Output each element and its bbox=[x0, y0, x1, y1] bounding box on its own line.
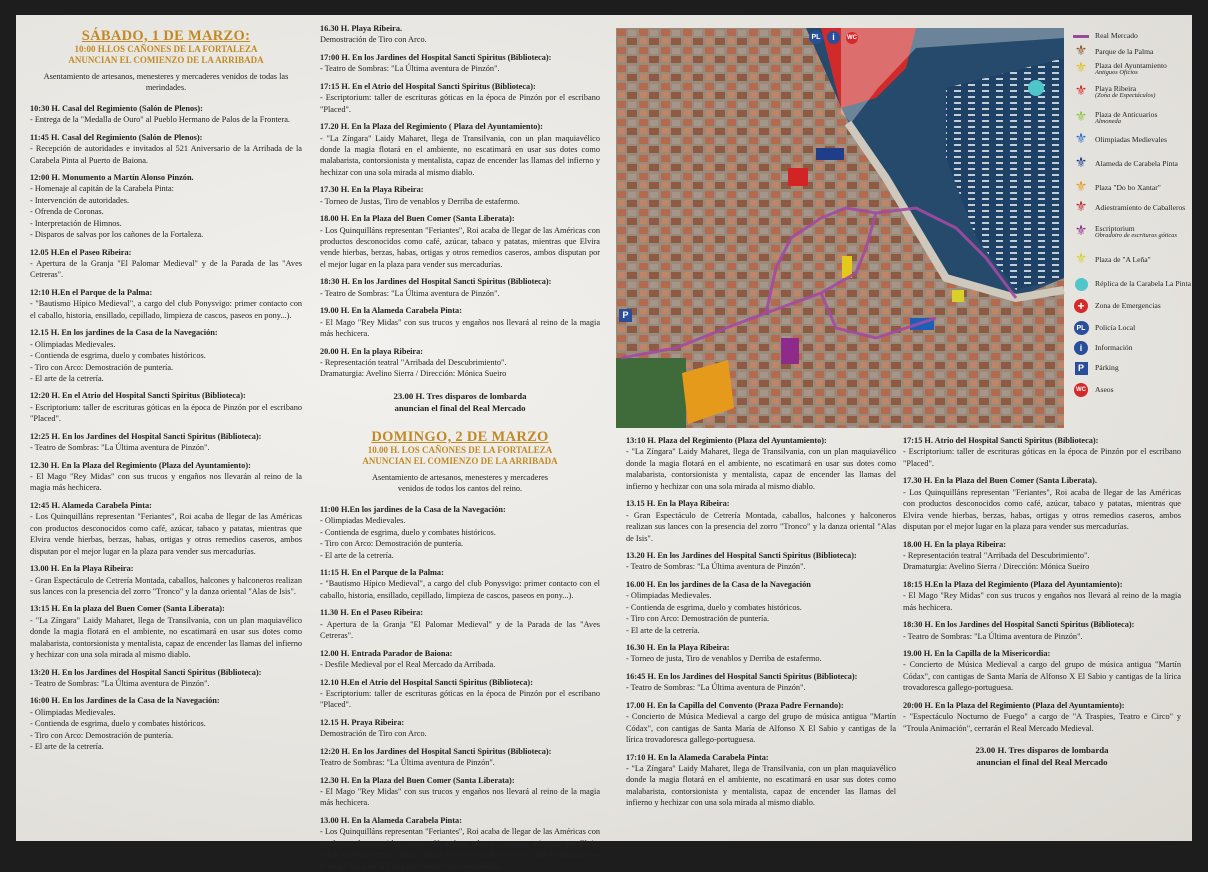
event-detail: - Contienda de esgrima, duelo y combates históricos. bbox=[320, 527, 496, 537]
saturday-events-part-1 bbox=[30, 103, 302, 753]
event-detail: Dramaturgia: Avelino Sierra / Dirección: Mónica Sueiro bbox=[320, 369, 507, 379]
schedule-event bbox=[30, 603, 302, 660]
sunday-column-4 bbox=[903, 435, 1181, 835]
event-time-place: 18.00 H. En la playa Ribeira: bbox=[903, 539, 1007, 549]
legend-label bbox=[1095, 160, 1178, 168]
legend-label-text: Aseos bbox=[1095, 385, 1114, 395]
event-time-place: 17.30 H. En la Playa Ribeira: bbox=[320, 185, 424, 195]
event-time-place: 19.00 H. En la Capilla de la Misericordia: bbox=[903, 649, 1051, 658]
legend-sublabel: Almoneda bbox=[1095, 117, 1121, 125]
event-time-place: 18.00 H. En la Plaza del Buen Comer (Santa Liberata): bbox=[320, 214, 515, 224]
event-time-place: 12:25 H. En los Jardines del Hospital Sancti Spiritus (Biblioteca): bbox=[30, 431, 262, 441]
legend-label bbox=[1095, 184, 1161, 192]
schedule-event bbox=[320, 567, 600, 601]
event-time-place: 16:45 H. En los Jardines del Hospital Sancti Spiritus (Biblioteca): bbox=[626, 671, 858, 681]
event-time-place: 19.00 H. En la Alameda Carabela Pinta: bbox=[320, 306, 462, 316]
legend-item bbox=[1073, 61, 1167, 77]
legend-item bbox=[1073, 44, 1153, 60]
legend-item bbox=[1073, 110, 1157, 126]
event-detail: - Escriptorium: taller de escrituras góticas en la época de Pinzón por el escribano "Placed". bbox=[320, 93, 600, 114]
map-parking-marker[interactable]: P bbox=[619, 309, 632, 322]
event-time-place: 12.05 H.En el Paseo Ribeira: bbox=[30, 247, 132, 257]
legend-label-text: Plaza de Anticuarios bbox=[1095, 109, 1158, 119]
legend-label bbox=[1095, 85, 1155, 100]
sunday-events-part-3 bbox=[903, 435, 1181, 734]
schedule-event bbox=[903, 648, 1181, 694]
schedule-event bbox=[626, 642, 896, 665]
schedule-event bbox=[903, 475, 1181, 532]
saturday-sunday-column bbox=[320, 23, 600, 871]
legend-item bbox=[1073, 320, 1135, 336]
event-detail: - Contienda de esgrima, duelo y combates históricos. bbox=[30, 351, 206, 361]
event-detail: - Interpretación de Himnos. bbox=[30, 218, 122, 228]
schedule-event bbox=[320, 677, 600, 711]
fleur-de-lis-icon: ⚜ bbox=[1074, 252, 1088, 267]
event-detail: - Teatro de Sombras: "La Última aventura de Pinzón". bbox=[320, 288, 500, 298]
legend-label-text: Zona de Emergencias bbox=[1095, 301, 1161, 311]
circle-icon bbox=[1073, 276, 1089, 292]
event-detail: - Los Quinquilláns representan "Feriantes", Roi acaba de llegar de las Américas con productos desconocidos como café, azúcar, tabaco y patatas, mientras que Elvira vende hierbas, berzas, habas, ortigas y otros remedios caseros, ambos disputan por el mejor lugar en la plaza para vender sus mercadurías. bbox=[320, 225, 600, 269]
legend-item bbox=[1073, 180, 1161, 196]
schedule-event bbox=[320, 775, 600, 809]
sunday-closing-line-1: 23.00 H. Tres disparos de lombarda bbox=[975, 745, 1109, 756]
legend-label-text: Plaza "Do bo Xantar" bbox=[1095, 183, 1161, 193]
schedule-event bbox=[626, 700, 896, 746]
event-detail: - El Mago "Rey Midas" con sus trucos y engaños nos llevará al reino de la magia más hechicera. bbox=[320, 787, 600, 808]
legend-label-text: Real Mercado bbox=[1095, 31, 1138, 41]
schedule-event bbox=[30, 431, 302, 454]
event-time-place: 16:00 H. En los Jardines de la Casa de la Navegación: bbox=[30, 696, 220, 706]
event-detail: - El arte de la cetrería. bbox=[320, 550, 394, 560]
event-detail: Demostración de Tiro con Arco. bbox=[320, 35, 427, 45]
event-detail: - El Mago "Rey Midas" con sus trucos y engaños nos llevará al reino de la magia más hechicera. bbox=[903, 591, 1181, 612]
legend-label bbox=[1095, 136, 1167, 144]
event-detail: - Recepción de autoridades e invitados al 521 Aniversario de la Arribada de la Carabela Pinta al Puerto de Baiona. bbox=[30, 144, 302, 165]
event-time-place: 10:30 H. Casal del Regimiento (Salón de Plenos): bbox=[30, 103, 203, 113]
event-time-place: 16.30 H. Playa Ribeira. bbox=[320, 24, 403, 33]
legend-item bbox=[1073, 200, 1185, 216]
event-time-place: 16.00 H. En los jardines de la Casa de la Navegación bbox=[626, 579, 811, 589]
schedule-event bbox=[626, 579, 896, 636]
event-detail: - Apertura de la Granja "El Palomar Medieval" y de la Parada de las "Aves Cetreras". bbox=[320, 619, 600, 641]
legend-label bbox=[1095, 256, 1151, 264]
schedule-event bbox=[903, 619, 1181, 642]
legend-label-text: Playa Ribeira bbox=[1095, 83, 1137, 93]
sunday-events-part-2 bbox=[626, 435, 896, 809]
police-icon: PL bbox=[1073, 320, 1089, 336]
event-time-place: 13.20 H. En los Jardines del Hospital Sancti Spiritus (Biblioteca): bbox=[626, 550, 857, 560]
program-sheet bbox=[16, 15, 1192, 871]
schedule-event bbox=[320, 346, 600, 380]
event-time-place: 12.30 H. En la Plaza del Buen Comer (Santa Liberata): bbox=[320, 775, 515, 785]
schedule-event bbox=[903, 700, 1181, 734]
event-time-place: 13:10 H. Plaza del Regimiento (Plaza del Ayuntamiento): bbox=[626, 436, 827, 445]
event-detail: - Teatro de Sombras: "La Última aventura de Pinzón". bbox=[903, 631, 1083, 641]
event-detail: - Olimpiadas Medievales. bbox=[30, 339, 116, 349]
map-legend bbox=[1073, 28, 1191, 428]
schedule-event bbox=[626, 550, 896, 573]
event-time-place: 17.20 H. En la Plaza del Regimiento ( Plaza del Ayuntamiento): bbox=[320, 122, 543, 132]
event-time-place: 17:15 H. Atrio del Hospital Sancti Spiritus (Biblioteca): bbox=[903, 436, 1099, 445]
event-detail: - "La Zíngara" Laidy Maharet, llega de Transilvania, con un plan maquiavélico donde la magia flotará en el ambiente, no escatimará en usar sus dotes como malabarista, contorsionista y mentalista, capaz de encender las llamas del infierno y hechizar con una sola mirada al mismo diablo. bbox=[320, 133, 600, 177]
event-detail: - "Bautismo Hípico Medieval", a cargo del club Ponysvigo: primer contacto con el caballo, historia, ensillado, cepillado, limpieza de cascos, paseos en pony...). bbox=[320, 579, 600, 600]
fleur-de-lis-icon: ⚜ bbox=[1074, 156, 1088, 171]
event-detail: - Gran Espectáculo de Cetrería Montada, caballos, halcones y halconeros realizan sus lances con la presencia del zorro "Tronco" y la danza oriental "Alas de Isis". bbox=[30, 575, 302, 596]
event-detail: - Teatro de Sombras: "La Última aventura de Pinzón". bbox=[626, 683, 806, 693]
legend-label-text: Información bbox=[1095, 343, 1133, 353]
legend-label-text: Adiestramiento de Caballeros bbox=[1095, 203, 1186, 213]
event-detail: - Ofrenda de Coronas. bbox=[30, 207, 104, 217]
event-detail: Dramaturgia: Avelino Sierra / Dirección: Mónica Sueiro bbox=[903, 562, 1090, 572]
saturday-subtitle-2: ANUNCIAN EL COMIENZO DE LA ARRIBADA bbox=[68, 54, 264, 65]
schedule-event bbox=[320, 121, 600, 178]
saturday-column bbox=[30, 29, 302, 835]
event-detail: - El Mago "Rey Midas" con sus trucos y engaños nos llevará al reino de la magia más hechicera. bbox=[320, 317, 600, 339]
event-time-place: 17.30 H. En la Plaza del Buen Comer (Santa Liberata). bbox=[903, 476, 1097, 486]
event-detail: - Teatro de Sombras: "La Última aventura de Pinzón". bbox=[30, 443, 210, 453]
legend-label bbox=[1095, 225, 1177, 240]
legend-sublabel: (Zona de Espectáculos) bbox=[1095, 91, 1156, 99]
schedule-event bbox=[626, 671, 896, 694]
schedule-event bbox=[320, 213, 600, 270]
legend-label-text: Plaza de "A Leña" bbox=[1095, 255, 1151, 265]
schedule-event bbox=[30, 390, 302, 424]
event-time-place: 18:30 H. En los Jardines del Hospital Sancti Spiritus (Biblioteca): bbox=[903, 620, 1135, 630]
legend-label-text: Policía Local bbox=[1095, 323, 1136, 333]
legend-label bbox=[1095, 364, 1119, 372]
info-icon: i bbox=[1073, 340, 1089, 356]
legend-label bbox=[1095, 280, 1191, 288]
sunday-events-part-1 bbox=[320, 504, 600, 872]
event-time-place: 16.30 H. En la Playa Ribeira: bbox=[626, 643, 730, 652]
event-detail: - Representación teatral "Arribada del Descubrimiento". bbox=[320, 357, 507, 367]
schedule-event bbox=[320, 184, 600, 207]
event-time-place: 12.00 H. Entrada Parador de Baiona: bbox=[320, 648, 453, 658]
schedule-event bbox=[320, 504, 600, 561]
event-detail: - Teatro de Sombras: "La Última aventura de Pinzón". bbox=[30, 679, 210, 689]
legend-label-text: Escriptorium bbox=[1095, 223, 1135, 233]
event-time-place: 17:00 H. En los Jardines del Hospital Sancti Spiritus (Biblioteca): bbox=[320, 52, 552, 62]
event-detail: - Homenaje al capitán de la Carabela Pinta: bbox=[30, 184, 174, 194]
saturday-closing bbox=[320, 390, 600, 414]
event-time-place: 11:45 H. Casal del Regimiento (Salón de Plenos): bbox=[30, 132, 203, 142]
legend-label bbox=[1095, 204, 1185, 212]
event-time-place: 12.10 H.En el Atrio del Hospital Sancti Spiritus (Biblioteca): bbox=[320, 677, 533, 687]
sunday-closing bbox=[903, 744, 1181, 768]
sunday-intro: Asentamiento de artesanos, menesteres y mercaderes venidos de todos los cantos del reino. bbox=[371, 472, 548, 494]
event-detail: - Teatro de Sombras: "La Última aventura de Pinzón". bbox=[626, 562, 806, 572]
sunday-subtitle-2: ANUNCIAN EL COMIENZO DE LA ARRIBADA bbox=[362, 455, 558, 466]
fleur-de-lis-icon: ⚜ bbox=[1074, 132, 1088, 147]
schedule-event bbox=[30, 563, 302, 597]
event-detail: - Escriptorium: taller de escrituras góticas en la época de Pinzón por el escribano "Placed". bbox=[903, 447, 1181, 468]
schedule-event bbox=[320, 746, 600, 769]
legend-label bbox=[1095, 324, 1135, 332]
fleur-de-lis-icon: ⚜ bbox=[1074, 110, 1088, 125]
event-detail: - Teatro de Sombras: "La Última aventura de Pinzón". bbox=[320, 64, 500, 74]
schedule-event bbox=[626, 752, 896, 809]
event-detail: - El arte de la cetrería. bbox=[30, 373, 104, 383]
schedule-event bbox=[320, 23, 600, 46]
sunday-subtitle-1: 10.00 H. LOS CAÑONES DE LA FORTALEZA bbox=[367, 445, 553, 456]
event-time-place: 17.00 H. En la Capilla del Convento (Praza Padre Fernando): bbox=[626, 700, 844, 710]
schedule-event bbox=[30, 287, 302, 321]
event-detail: - "Bautismo Hípico Medieval", a cargo del club Ponysvigo: primer contacto con el caballo, historia, ensillado, cepillado, limpieza de cascos, paseos en pony...). bbox=[30, 299, 302, 320]
event-time-place: 17:15 H. En el Atrio del Hospital Sancti Spiritus (Biblioteca): bbox=[320, 81, 536, 91]
schedule-event bbox=[320, 648, 600, 671]
schedule-event bbox=[626, 435, 896, 492]
schedule-event bbox=[30, 460, 302, 494]
fleur-de-lis-icon: ⚜ bbox=[1074, 224, 1088, 239]
event-time-place: 11.30 H. En el Paseo Ribeira: bbox=[320, 608, 424, 618]
event-time-place: 13.15 H. En la Playa Ribeira: bbox=[626, 499, 730, 509]
event-detail: Demostración de Tiro con Arco. bbox=[320, 729, 427, 739]
event-detail: - Intervención de autoridades. bbox=[30, 195, 130, 205]
schedule-event bbox=[320, 81, 600, 115]
schedule-event bbox=[320, 52, 600, 75]
legend-label-text: Olimpiadas Medievales bbox=[1095, 135, 1167, 145]
event-detail: - Desfile Medieval por el Real Mercado da Arribada. bbox=[320, 660, 496, 670]
schedule-event bbox=[320, 815, 600, 872]
route-line bbox=[1073, 28, 1089, 44]
event-time-place: 20:00 H. En la Plaza del Regimiento (Plaza del Ayuntamiento): bbox=[903, 700, 1125, 710]
legend-item bbox=[1073, 298, 1161, 314]
event-detail: - Representación teatral "Arribada del Descubrimiento". bbox=[903, 550, 1090, 560]
event-time-place: 12:10 H.En el Parque de la Palma: bbox=[30, 287, 153, 297]
legend-label-text: Párking bbox=[1095, 363, 1119, 373]
event-time-place: 12:45 H. Alameda Carabela Pinta: bbox=[30, 500, 152, 510]
schedule-event bbox=[903, 435, 1181, 469]
map-wc-marker[interactable]: WC bbox=[846, 32, 858, 44]
event-detail: - El Mago "Rey Midas" con sus trucos y engaños nos llevarán al reino de la magia más hechicera. bbox=[30, 472, 302, 493]
event-detail: - Tiro con Arco: Demostración de puntería. bbox=[626, 614, 770, 624]
event-detail: - Tiro con Arco: Demostración de puntería. bbox=[30, 730, 174, 740]
schedule-event bbox=[903, 579, 1181, 613]
event-detail: - Concierto de Música Medieval a cargo del grupo de música antigua "Martín Códax", con cantigas de Santa María de Alfonso X El Sabio y cantigas de la lírica trovadoresca gallego-portuguesa. bbox=[903, 660, 1181, 693]
schedule-event bbox=[30, 172, 302, 241]
legend-item bbox=[1073, 28, 1138, 44]
event-detail: - "La Zíngara" Laidy Maharet, llega de Transilvania, con un plan maquiavélico donde la magia flotará en el ambiente, no escatimará en usar sus dotes como malabarista, contorsionista y mentalista, capaz de encender las llamas del infierno y hechizar con una sola mirada al mismo diablo. bbox=[626, 763, 896, 808]
schedule-event bbox=[320, 305, 600, 339]
fleur-de-lis-icon: ⚜ bbox=[1074, 180, 1088, 195]
schedule-event bbox=[30, 667, 302, 690]
event-detail: - Los Quinquilláns representan "Feriantes", Roi acaba de llegar de las Américas con productos desconocidos como café, azúcar, tabaco y patatas, mientras que Elvira vende hierbas, berzas, habas, ortigas y otros remedios caseros, ambos disputan por el mejor lugar en la plaza para vender sus mercadurías. bbox=[903, 487, 1181, 532]
event-time-place: 11:15 H. En el Parque de la Palma: bbox=[320, 568, 444, 578]
event-detail: - Contienda de esgrima, duelo y combates históricos. bbox=[30, 719, 206, 729]
legend-sublabel: Antiguos Oficios bbox=[1095, 68, 1138, 76]
fleur-de-lis-icon: ⚜ bbox=[1074, 84, 1088, 99]
event-time-place: 12.15 H. Praya Ribeira: bbox=[320, 717, 405, 727]
legend-item bbox=[1073, 382, 1114, 398]
saturday-closing-line-1: 23.00 H. Tres disparos de lombarda bbox=[393, 390, 527, 401]
map-police-marker[interactable]: PL bbox=[809, 31, 823, 44]
red-cross-icon: + bbox=[1073, 298, 1089, 314]
schedule-event bbox=[30, 103, 302, 126]
event-detail: - Torneo de Justas, Tiro de venablos y Derriba de estafermo. bbox=[320, 196, 520, 206]
event-time-place: 12.15 H. En los jardines de la Casa de la Navegación: bbox=[30, 328, 218, 338]
fleur-de-lis-icon: ⚜ bbox=[1074, 44, 1088, 59]
legend-label bbox=[1095, 302, 1161, 310]
event-detail: - Olimpiadas Medievales. bbox=[30, 707, 116, 717]
legend-label bbox=[1095, 62, 1167, 77]
event-detail: - Apertura de la Granja "El Palomar Medieval" y de la Parada de las "Aves Cetreras". bbox=[30, 259, 302, 280]
schedule-event bbox=[626, 498, 896, 544]
event-time-place: 13.00 H. En la Playa Ribeira: bbox=[30, 564, 134, 574]
map-info-marker[interactable]: i bbox=[827, 31, 840, 44]
event-detail: - Torneo de justa, Tiro de venablos y Derriba de estafermo. bbox=[626, 654, 822, 664]
schedule-event bbox=[320, 607, 600, 641]
saturday-closing-line-2: anuncian el final del Real Mercado bbox=[394, 402, 526, 413]
sunday-date: DOMINGO, 2 DE MARZO bbox=[371, 429, 549, 446]
event-detail: - Disparos de salvas por los cañones de la Fortaleza. bbox=[30, 230, 204, 240]
event-detail: - Olimpiadas Medievales. bbox=[626, 591, 712, 601]
schedule-event bbox=[30, 695, 302, 752]
event-detail: - El arte de la cetrería. bbox=[30, 742, 104, 752]
saturday-events-part-2 bbox=[320, 23, 600, 380]
schedule-event bbox=[30, 247, 302, 281]
legend-item bbox=[1073, 132, 1167, 148]
event-detail: - Tiro con Arco: Demostración de puntería. bbox=[320, 539, 464, 549]
event-time-place: 20.00 H. En la playa Ribeira: bbox=[320, 346, 424, 356]
event-detail: - Contienda de esgrima, duelo y combates históricos. bbox=[626, 602, 802, 612]
legend-label-text: Plaza del Ayuntamiento bbox=[1095, 60, 1167, 70]
event-detail: - Concierto de Música Medieval a cargo del grupo de música antigua "Martín Códax", con cantigas de Santa María de Alfonso X El Sabio y cantigas de la lírica trovadoresca gallego-portuguesa. bbox=[626, 712, 896, 745]
event-detail: - Tiro con Arco: Demostración de puntería. bbox=[30, 362, 174, 372]
event-time-place: 13.00 H. En la Alameda Carabela Pinta: bbox=[320, 815, 462, 825]
legend-label-text: Réplica de la Carabela La Pinta bbox=[1095, 279, 1191, 289]
legend-item bbox=[1073, 360, 1119, 376]
event-detail: - Gran Espectáculo de Cetrería Montada, caballos, halcones y halconeros realizan sus lances con la presencia del zorro "Tronco" y la danza oriental "Alas de Isis". bbox=[626, 510, 896, 543]
event-detail: - Los Quinquilláns representan "Feriantes", Roi acaba de llegar de las Américas con productos desconocidos como café, azúcar, tabaco y patatas, mientras que Elvira vende hierbas, berzas, habas, ortigas y otros remedios caseros, ambos disputan por el mejor lugar en la plaza para vender sus mercadurías. bbox=[30, 512, 302, 556]
event-detail: - Olimpiadas Medievales. bbox=[320, 516, 406, 526]
legend-item bbox=[1073, 224, 1177, 240]
event-detail: - Escriptorium: taller de escrituras góticas en la época de Pinzón por el escribano "Placed". bbox=[320, 688, 600, 710]
saturday-intro: Asentamiento de artesanos, menesteres y mercaderes venidos de todas las merindades. bbox=[43, 71, 289, 93]
sunday-column-3 bbox=[626, 435, 896, 835]
fleur-de-lis-icon: ⚜ bbox=[1074, 200, 1088, 215]
event-detail: - "Espectáculo Nocturno de Fuego" a cargo de "A Traspies, Teatro e Circo" y "Troula Animación", cerrarán el Real Mercado Medieval. bbox=[903, 712, 1181, 733]
legend-label bbox=[1095, 344, 1133, 352]
legend-sublabel: Obradoiro de escrituras góticas bbox=[1095, 231, 1177, 239]
fleur-de-lis-icon: ⚜ bbox=[1074, 61, 1088, 76]
legend-label bbox=[1095, 386, 1114, 394]
legend-label-text: Parque de la Palma bbox=[1095, 47, 1154, 57]
event-time-place: 12:20 H. En el Atrio del Hospital Sancti Spiritus (Biblioteca): bbox=[30, 391, 246, 401]
schedule-event bbox=[30, 132, 302, 166]
event-detail: - Los Quinquilláns representan "Feriantes", Roi acaba de llegar de las Américas con productos desconocidos como café, azúcar, tabaco y patatas, mientras que Elvira vende hierbas, berzas, habas, ortigas y otros remedios caseros, ambos disputan por el mejor lugar en la plaza para vender sus mercadurías. bbox=[320, 827, 600, 871]
schedule-event bbox=[903, 539, 1181, 573]
event-time-place: 13:15 H. En la plaza del Buen Comer (Santa Liberata): bbox=[30, 604, 225, 614]
saturday-date: SÁBADO, 1 DE MARZO: bbox=[81, 28, 251, 44]
saturday-subtitle-1: 10:00 H.LOS CAÑONES DE LA FORTALEZA bbox=[74, 44, 258, 55]
event-time-place: 17:10 H. En la Alameda Carabela Pinta: bbox=[626, 752, 769, 762]
legend-item bbox=[1073, 156, 1178, 172]
event-time-place: 11:00 H.En los jardines de la Casa de la Navegación: bbox=[320, 504, 506, 514]
event-time-place: 12:00 H. Monumento a Martín Alonso Pinzón. bbox=[30, 172, 194, 182]
event-detail: Teatro de Sombras: "La Última aventura de Pinzón". bbox=[320, 758, 495, 768]
schedule-event bbox=[30, 327, 302, 384]
legend-item bbox=[1073, 84, 1155, 100]
aerial-map-image bbox=[616, 28, 1064, 428]
market-map[interactable] bbox=[616, 28, 1064, 428]
legend-item bbox=[1073, 252, 1151, 268]
schedule-event bbox=[30, 500, 302, 557]
schedule-event bbox=[320, 717, 600, 740]
legend-label-text: Alameda de Carabela Pinta bbox=[1095, 159, 1178, 169]
event-time-place: 18:15 H.En la Plaza del Regimiento (Plaza del Ayuntamiento): bbox=[903, 579, 1123, 589]
legend-label bbox=[1095, 111, 1157, 126]
parking-icon: P bbox=[1073, 360, 1089, 376]
legend-label bbox=[1095, 48, 1153, 56]
event-detail: - El arte de la cetrería. bbox=[626, 625, 700, 635]
legend-item bbox=[1073, 340, 1133, 356]
event-time-place: 18:30 H. En los Jardines del Hospital Sancti Spiritus (Biblioteca): bbox=[320, 277, 552, 287]
event-time-place: 12:20 H. En los Jardines del Hospital Sancti Spiritus (Biblioteca): bbox=[320, 746, 552, 756]
schedule-event bbox=[320, 276, 600, 299]
event-detail: - Escriptorium: taller de escrituras góticas en la época de Pinzón por el escribano "Placed". bbox=[30, 402, 302, 424]
wc-icon: WC bbox=[1073, 382, 1089, 398]
legend-item bbox=[1073, 276, 1191, 292]
event-time-place: 12.30 H. En la Plaza del Regimiento (Plaza del Ayuntamiento): bbox=[30, 460, 251, 470]
legend-label bbox=[1095, 32, 1138, 40]
event-detail: - "La Zíngara" Laidy Maharet, llega de Transilvania, con un plan maquiavélico donde la magia flotará en el ambiente, no escatimará en usar sus dotes como malabarista, contorsionista y mentalista, capaz de encender las llamas del infierno y hechizar con una sola mirada al mismo diablo. bbox=[626, 447, 896, 491]
event-time-place: 13:20 H. En los Jardines del Hospital Sancti Spiritus (Biblioteca): bbox=[30, 667, 262, 677]
event-detail: - Entrega de la "Medalla de Ouro" al Pueblo Hermano de Palos de la Frontera. bbox=[30, 115, 290, 125]
event-detail: - "La Zíngara" Laidy Maharet, llega de Transilvania, con un plan maquiavélico donde la magia flotará en el ambiente, no escatimará en usar sus dotes como malabarista, contorsionista y mentalista, capaz de encender las llamas del infierno y hechizar con una sola mirada al mismo diablo. bbox=[30, 615, 302, 660]
sunday-closing-line-2: anuncian el final del Real Mercado bbox=[976, 757, 1108, 768]
